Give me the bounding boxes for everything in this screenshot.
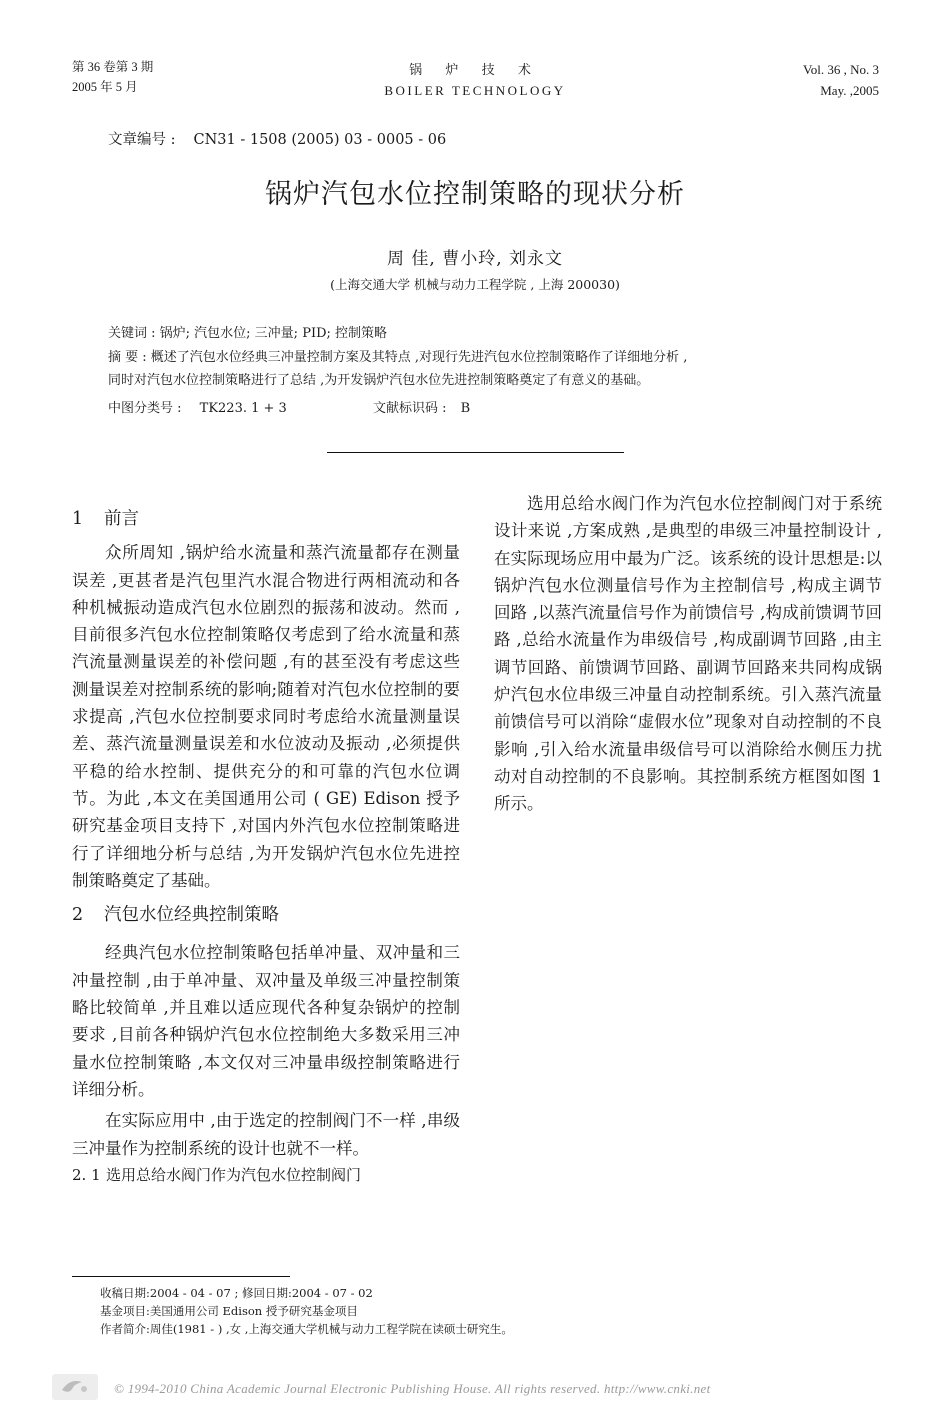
article-number-label: 文章编号 : — [108, 132, 176, 148]
header-volume-en-block — [803, 59, 879, 101]
section-2-paragraph-1: 经典汽包水位控制策略包括单冲量、双冲量和三冲量控制 ,由于单冲量、双冲量及单级三冲量控制策略比较简单 ,并且难以适应现代各种复杂锅炉的控制要求 ,目前各种锅炉汽包水位控制绝大多数采用三冲量水位控制策略 ,本文仅对三冲量串级控制策略进行详细分析。 — [72, 943, 460, 1099]
cnki-logo-icon — [52, 1374, 98, 1400]
header-volume-cn: 第 36 卷第 3 期 — [72, 60, 154, 74]
section-2-1-title: 选用总给水阀门作为汽包水位控制阀门 — [106, 1165, 362, 1184]
header-date-en: May. ,2005 — [820, 83, 879, 98]
doc-code-label: 文献标识码 : — [373, 401, 447, 416]
classification-label: 中图分类号 : — [108, 401, 182, 416]
paper-authors: 周 佳, 曹小玲, 刘永文 — [386, 249, 564, 269]
abstract-line2: 同时对汽包水位控制策略进行了总结 ,为开发锅炉汽包水位先进控制策略奠定了有意义的基础。 — [108, 373, 650, 388]
keywords — [108, 322, 858, 345]
footnotes — [100, 1284, 513, 1338]
abstract-line1: 概述了汽包水位经典三冲量控制方案及其特点 ,对现行先进汽包水位控制策略作了详细地分析 , — [150, 350, 688, 365]
left-column — [72, 506, 460, 1189]
section-1-paragraph: 众所周知 ,锅炉给水流量和蒸汽流量都存在测量误差 ,更甚者是汽包里汽水混合物进行两相流动和各种机械振动造成汽包水位剧烈的振荡和波动。然而 ,目前很多汽包水位控制策略仅考虑到了给水流量和蒸汽流量测量误差的补偿问题 ,有的甚至没有考虑这些测量误差对控制系统的影响;随着对汽包水位控制的要求提高 ,汽包水位控制要求同时考虑给水流量测量误差、蒸汽流量测量误差和水位波动及振动 ,必须提供平稳的给水控制、提供充分的和可靠的汽包水位调节。为此 ,本文在美国通用公司 ( GE) Edison 授予研究基金项目支持下 ,对国内外汽包水位控制策略进行了详细地分析与总结 ,为开发锅炉汽包水位先进控制策略奠定了基础。 — [72, 543, 460, 890]
section-2-1-paragraph: 选用总给水阀门作为汽包水位控制阀门对于系统设计来说 ,方案成熟 ,是典型的串级三冲量控制设计 ,在实际现场应用中最为广泛。该系统的设计思想是:以锅炉汽包水位测量信号作为主控制信号 ,构成主调节回路 ,以蒸汽流量信号作为前馈信号 ,构成前馈调节回路 ,总给水流量作为串级信号 ,构成副调节回路 ,由主调节回路、前馈调节回路、副调节回路来共同构成锅炉汽包水位串级三冲量自动控制系统。引入蒸汽流量前馈信号可以消除“虚假水位”现象对自动控制的不良影响 ,引入给水流量串级信号可以消除给水侧压力扰动对自动控制的不良影响。其控制系统方框图如图 1 所示。 — [494, 494, 882, 814]
header-volume-en: Vol. 36 , No. 3 — [803, 62, 879, 77]
abstract-label: 摘 要 : — [108, 350, 147, 365]
section-1-number: 1 — [72, 509, 84, 529]
article-number-value: CN31 - 1508 (2005) 03 - 0005 - 06 — [193, 132, 447, 148]
section-2-heading — [72, 902, 460, 929]
paper-affiliation: (上海交通大学 机械与动力工程学院 , 上海 200030) — [330, 277, 620, 292]
section-2-1-number: 2. 1 — [72, 1165, 101, 1184]
header-separator-rule — [327, 452, 624, 453]
section-2-1-heading — [72, 1162, 460, 1189]
header-journal-en: BOILER TECHNOLOGY — [384, 83, 566, 98]
paper-title: 锅炉汽包水位控制策略的现状分析 — [265, 179, 685, 210]
footnote-rule — [72, 1276, 290, 1277]
classification — [108, 397, 858, 420]
footnote-author: 作者简介:周佳(1981 - ) ,女 ,上海交通大学机械与动力工程学院在读硕士研究生。 — [100, 1322, 513, 1336]
doc-code — [373, 397, 470, 420]
header-volume-block — [72, 57, 153, 97]
header-journal-block — [350, 59, 600, 101]
doc-code-value: B — [460, 401, 471, 416]
classification-value: TK223. 1 + 3 — [199, 401, 287, 416]
section-1-title: 前言 — [104, 509, 139, 529]
header-date-cn: 2005 年 5 月 — [72, 80, 138, 94]
copyright-notice: © 1994-2010 China Academic Journal Electronic Publishing House. All rights reserved. http://www.cnki.net — [114, 1381, 711, 1396]
footnote-received: 收稿日期:2004 - 04 - 07 ; 修回日期:2004 - 07 - 02 — [100, 1286, 373, 1300]
header-journal-cn: 锅 炉 技 术 — [409, 62, 541, 77]
article-number — [108, 128, 446, 149]
abstract — [108, 346, 858, 392]
keywords-text: 锅炉; 汽包水位; 三冲量; PID; 控制策略 — [159, 326, 388, 341]
keywords-label: 关键词 : — [108, 326, 156, 341]
section-2-paragraph-2: 在实际应用中 ,由于选定的控制阀门不一样 ,串级三冲量作为控制系统的设计也就不一样。 — [72, 1111, 460, 1158]
section-2-number: 2 — [72, 905, 84, 926]
section-1-heading — [72, 506, 460, 533]
right-column — [494, 490, 882, 818]
footnote-fund: 基金项目:美国通用公司 Edison 授予研究基金项目 — [100, 1304, 358, 1318]
section-2-title: 汽包水位经典控制策略 — [104, 905, 279, 926]
